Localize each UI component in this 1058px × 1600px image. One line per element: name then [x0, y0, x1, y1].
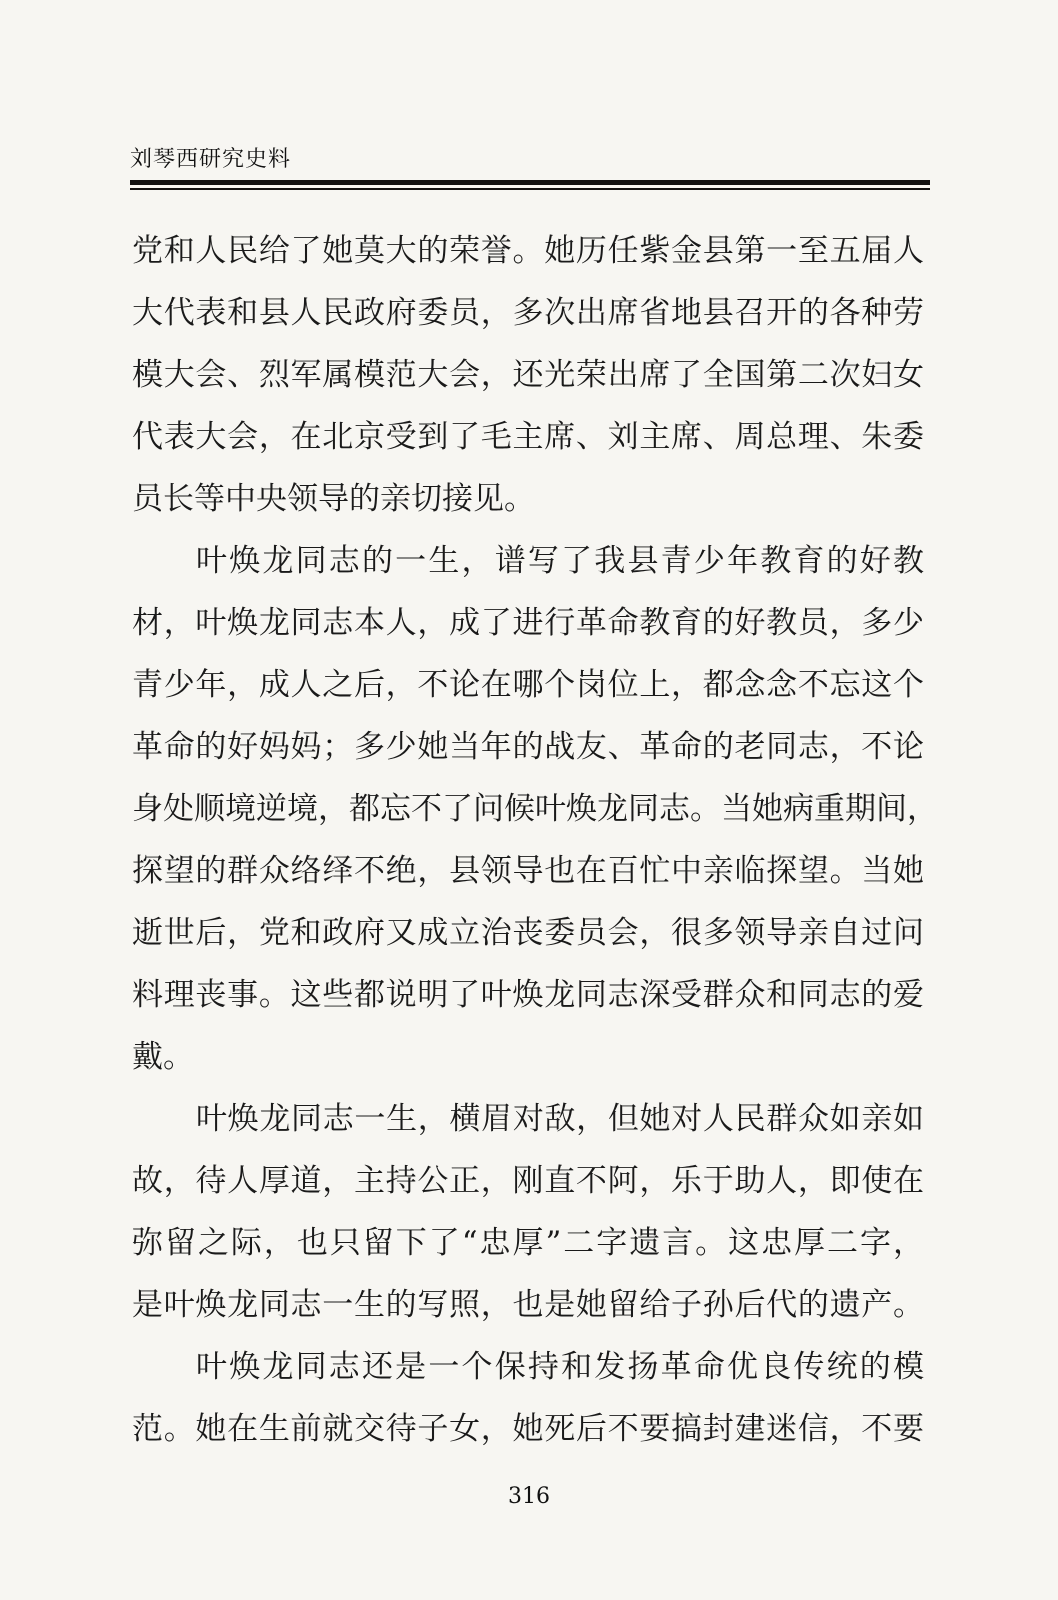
text-line: 叶焕龙同志还是一个保持和发扬革命优良传统的模 [196, 1349, 924, 1385]
text-line: 是叶焕龙同志一生的写照，也是她留给子孙后代的遗产。 [132, 1287, 924, 1323]
text-line: 材，叶焕龙同志本人，成了进行革命教育的好教员，多少 [132, 605, 924, 641]
text-line: 青少年，成人之后，不论在哪个岗位上，都念念不忘这个 [132, 667, 924, 703]
text-line: 党和人民给了她莫大的荣誉。她历任紫金县第一至五届人 [132, 233, 924, 269]
text-line: 范。她在生前就交待子女，她死后不要搞封建迷信，不要 [132, 1411, 924, 1447]
page-number: 316 [508, 1484, 550, 1509]
text-line: 叶焕龙同志的一生，谱写了我县青少年教育的好教 [196, 543, 924, 579]
text-line: 料理丧事。这些都说明了叶焕龙同志深受群众和同志的爱 [132, 977, 924, 1013]
text-line: 身处顺境逆境，都忘不了问候叶焕龙同志。当她病重期间， [132, 791, 938, 827]
running-header: 刘琴西研究史料 [130, 147, 292, 172]
text-line: 员长等中央领导的亲切接见。 [132, 481, 535, 517]
text-line: 大代表和县人民政府委员，多次出席省地县召开的各种劳 [132, 295, 924, 331]
text-line: 代表大会，在北京受到了毛主席、刘主席、周总理、朱委 [132, 419, 924, 455]
text-line: 叶焕龙同志一生，横眉对敌，但她对人民群众如亲如 [196, 1101, 924, 1137]
header-rule-thin [130, 188, 930, 190]
text-line: 故，待人厚道，主持公正，刚直不阿，乐于助人，即使在 [132, 1163, 924, 1199]
text-line: 逝世后，党和政府又成立治丧委员会，很多领导亲自过问 [132, 915, 924, 951]
header-rule-thick [130, 180, 930, 185]
text-line: 弥留之际，也只留下了“忠厚”二字遗言。这忠厚二字， [132, 1225, 924, 1261]
body-text [132, 220, 938, 1460]
text-line: 革命的好妈妈；多少她当年的战友、革命的老同志，不论 [132, 729, 924, 765]
text-line: 探望的群众络绎不绝，县领导也在百忙中亲临探望。当她 [132, 853, 924, 889]
text-line: 戴。 [132, 1039, 194, 1075]
text-line: 模大会、烈军属模范大会，还光荣出席了全国第二次妇女 [132, 357, 924, 393]
